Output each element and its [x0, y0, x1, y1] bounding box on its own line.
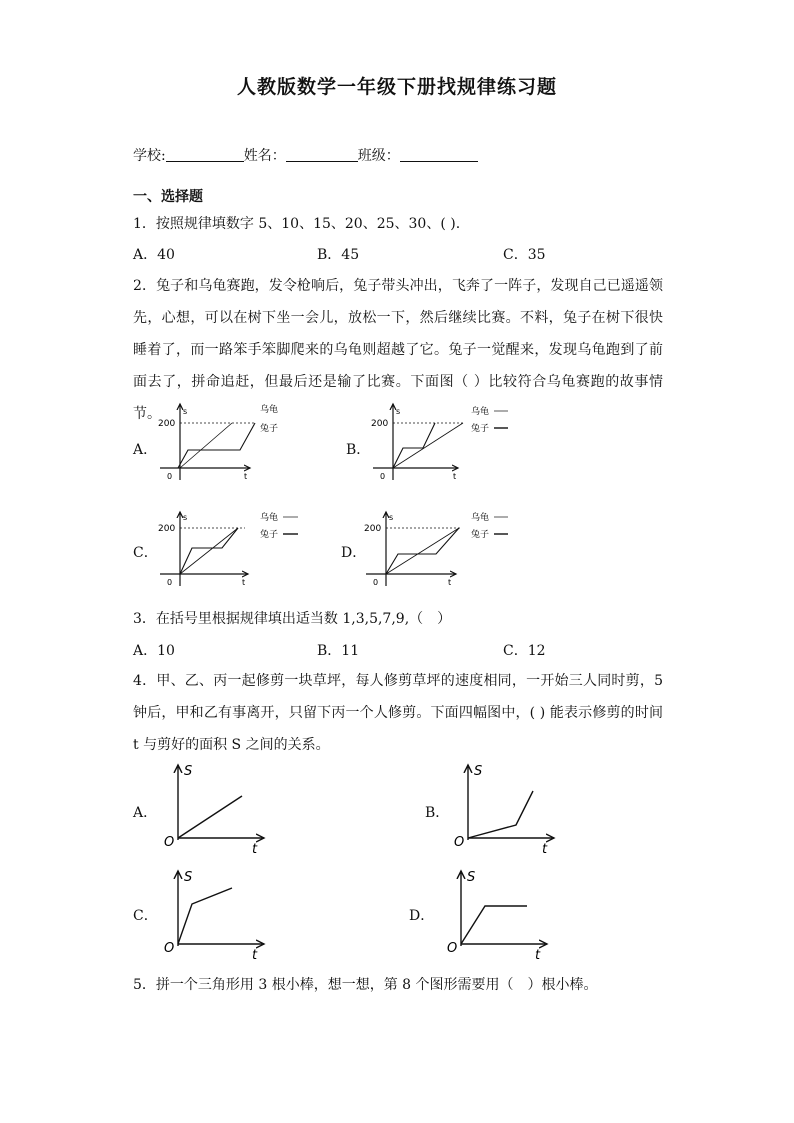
q4-option-a[interactable]: A．: [133, 805, 158, 821]
question-4-stem: 4．甲、乙、丙一起修剪一块草坪，每人修剪草坪的速度相同，一开始三人同时剪，5钟后，甲和乙有事离开，只留下丙一个人修剪。下面四幅图中，( ) 能表示修剪的时间 t 与剪好的面积 S 之间的关系。: [133, 673, 663, 753]
axis-label-s: s: [396, 407, 401, 416]
q3-option-b[interactable]: B．11: [317, 643, 360, 659]
turtle-line: [386, 528, 459, 574]
q2-graph-d: [356, 506, 516, 591]
area-line: [468, 791, 533, 838]
q2-graph-c: [150, 506, 310, 591]
origin-label: O: [164, 835, 175, 850]
origin-label: 0: [380, 472, 386, 481]
q2-option-a[interactable]: A．: [133, 442, 158, 458]
page-title: 人教版数学一年级下册找规律练习题: [236, 76, 557, 98]
origin-label: O: [447, 941, 458, 956]
origin-label: O: [454, 835, 465, 850]
legend-rabbit: 兔子: [260, 424, 279, 434]
axis-label-t: t: [252, 842, 258, 855]
q2-option-d[interactable]: D．: [341, 545, 367, 561]
graph-label-200: 200: [158, 524, 176, 534]
legend-rabbit: 兔子: [471, 424, 490, 434]
legend-rabbit: 兔子: [471, 530, 490, 540]
area-line: [178, 888, 232, 944]
q3-option-a[interactable]: A．10: [133, 643, 175, 659]
legend-turtle: 乌龟: [471, 407, 490, 417]
axis-label-s: s: [183, 407, 188, 416]
graph-label-200: 200: [371, 419, 389, 429]
origin-label: 0: [167, 472, 173, 481]
axis-label-t: t: [252, 948, 258, 961]
legend-turtle: 乌龟: [260, 405, 279, 415]
turtle-line: [393, 423, 463, 468]
question-5-stem: 5．拼一个三角形用 3 根小棒，想一想，第 8 个图形需要用（ ）根小棒。: [133, 977, 598, 993]
q4-graph-b: [450, 760, 560, 855]
graph-label-200: 200: [364, 524, 382, 534]
graph-label-200: 200: [158, 419, 176, 429]
area-line: [461, 906, 527, 944]
q1-option-b[interactable]: B．45: [317, 247, 360, 263]
q4-graph-d: [443, 866, 553, 961]
legend-rabbit: 兔子: [260, 530, 279, 540]
legend-turtle: 乌龟: [471, 513, 490, 523]
axis-label-S: S: [184, 764, 193, 779]
q2-graph-b: [363, 398, 523, 488]
turtle-line: [180, 423, 232, 468]
axis-label-t: t: [453, 472, 457, 481]
school-blank[interactable]: [166, 147, 244, 162]
q2-option-b[interactable]: B．: [346, 442, 371, 458]
q1-option-a[interactable]: A．40: [133, 247, 175, 263]
q3-option-c[interactable]: C．12: [503, 643, 546, 659]
axis-label-t: t: [535, 948, 541, 961]
origin-label: 0: [373, 578, 379, 587]
axis-label-t: t: [448, 578, 452, 587]
q1-option-c[interactable]: C．35: [503, 247, 546, 263]
q4-option-c[interactable]: C．: [133, 908, 158, 924]
axis-label-t: t: [542, 842, 548, 855]
question-1-stem: 1．按照规律填数字 5、10、15、20、25、30、( ).: [133, 216, 461, 232]
question-2-stem: 2．兔子和乌龟赛跑，发令枪响后，兔子带头冲出，飞奔了一阵子，发现自己已遥遥领先，心想，可以在树下坐一会儿，放松一下，然后继续比赛。不料，兔子在树下很快睡着了，而一路笨手笨脚爬来的乌龟则超越了它。兔子一觉醒来，发现乌龟跑到了前面去了，拼命追赶，但最后还是输了比赛。下面图（ ）比较符合乌龟赛跑的故事情节。: [133, 278, 663, 422]
q4-option-b[interactable]: B．: [425, 805, 450, 821]
q2-option-c[interactable]: C．: [133, 545, 158, 561]
axis-label-S: S: [467, 870, 476, 885]
turtle-line: [180, 528, 238, 574]
axis-label-t: t: [242, 578, 246, 587]
rabbit-line: [178, 423, 255, 468]
origin-label: O: [164, 941, 175, 956]
section-heading: 一、选择题: [133, 189, 203, 205]
origin-label: 0: [167, 578, 173, 587]
legend-turtle: 乌龟: [260, 513, 279, 523]
axis-label-s: s: [183, 513, 188, 522]
class-label: 班级：: [357, 148, 400, 164]
q2-graph-a: [150, 398, 280, 488]
axis-label-s: s: [389, 513, 394, 522]
axis-label-t: t: [244, 472, 248, 481]
q4-graph-c: [160, 866, 270, 961]
axis-label-S: S: [184, 870, 193, 885]
area-line: [178, 796, 242, 838]
q4-option-d[interactable]: D．: [409, 908, 435, 924]
name-blank[interactable]: [286, 147, 358, 162]
q4-graph-a: [160, 760, 270, 855]
axis-label-S: S: [474, 764, 483, 779]
name-label: 姓名：: [243, 148, 286, 164]
student-info: [133, 145, 478, 165]
school-label: 学校:: [133, 148, 166, 164]
question-3-stem: 3．在括号里根据规律填出适当数 1,3,5,7,9,（ ）: [133, 611, 452, 627]
class-blank[interactable]: [400, 147, 478, 162]
